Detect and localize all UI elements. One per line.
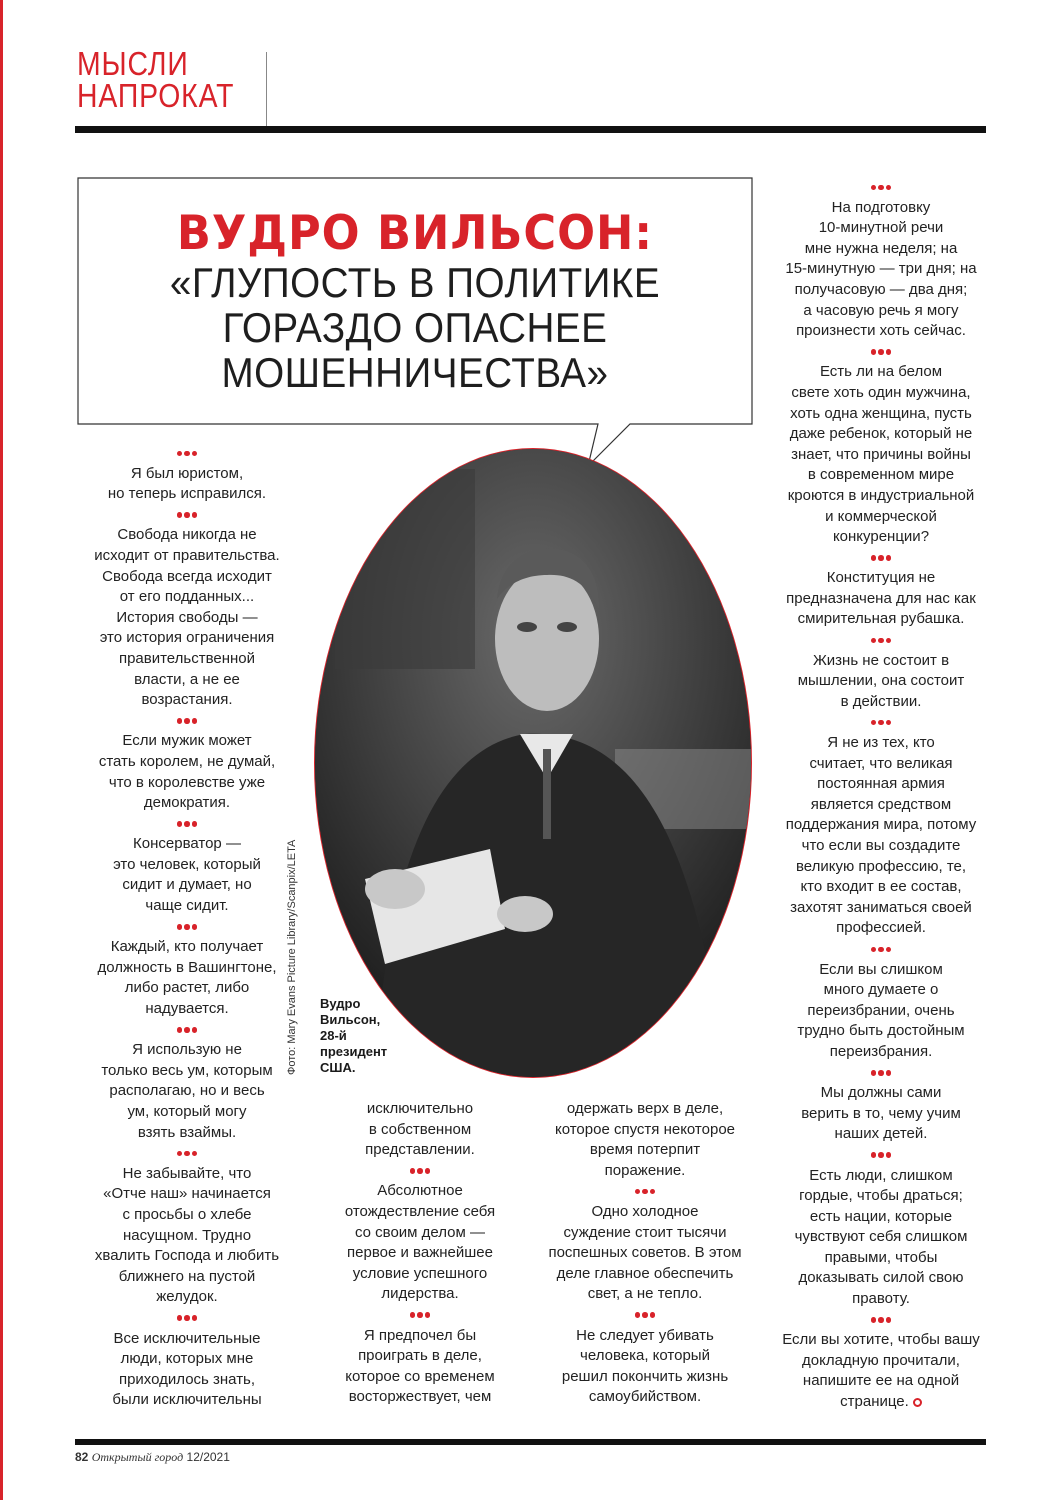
quote-line: Жизнь не состоит в <box>812 651 950 669</box>
quote-line: произнести хоть сейчас. <box>796 322 966 340</box>
quote-line: На подготовку <box>831 198 931 216</box>
separator-dot <box>871 1317 877 1323</box>
quote-line: демократия. <box>143 794 231 812</box>
quote-separator-dots <box>768 939 994 960</box>
separator-dot <box>192 718 198 724</box>
quote <box>320 1181 520 1305</box>
separator-dot <box>886 1317 892 1323</box>
separator-dot <box>878 1152 884 1158</box>
quote-line: возрастания. <box>141 691 233 709</box>
quote-line: 15-минутную — три дня; на <box>785 260 977 278</box>
quote <box>768 568 994 630</box>
separator-dot <box>177 1151 183 1157</box>
separator-dot <box>192 512 198 518</box>
separator-dot <box>871 349 877 355</box>
bottom-rule <box>75 1439 986 1445</box>
separator-dot <box>417 1312 423 1318</box>
quote <box>535 1202 755 1305</box>
quote-line: Я использую не <box>132 1041 242 1059</box>
quote-line: со своим делом — <box>354 1223 486 1241</box>
quote-line: исключительно <box>366 1100 474 1117</box>
quote-line: 10-минутной речи <box>818 219 944 237</box>
headline-quote-line: МОШЕННИЧЕСТВА» <box>221 349 609 396</box>
quote-line: переизбрании, очень <box>807 1001 955 1019</box>
separator-dot <box>886 1152 892 1158</box>
quote-line: трудно быть достойным <box>797 1022 965 1040</box>
quote <box>768 1166 994 1310</box>
quote-separator-dots <box>768 630 994 651</box>
quote <box>78 937 296 1019</box>
quote-line: предназначена для нас как <box>786 589 976 607</box>
quote <box>78 525 296 710</box>
portrait-photo <box>314 448 752 1078</box>
separator-dot <box>184 924 190 930</box>
caption-line: США. <box>320 1060 356 1075</box>
quote-line: должность в Вашингтоне, <box>97 958 277 976</box>
quote-line: Я не из тех, кто <box>827 734 935 752</box>
quote-separator-dots <box>78 443 296 464</box>
quote <box>78 1164 296 1308</box>
quote-line: Свобода никогда не <box>117 526 257 544</box>
magazine-title: Открытый город <box>91 1450 184 1464</box>
quote-line: странице. <box>768 1392 994 1413</box>
separator-dot <box>878 349 884 355</box>
quote-separator-dots <box>78 917 296 938</box>
separator-dot <box>886 1070 892 1076</box>
quote-line: что в королевстве уже <box>108 773 266 791</box>
separator-dot <box>177 1315 183 1321</box>
separator-dot <box>886 555 892 561</box>
separator-dot <box>425 1312 431 1318</box>
quote-line: даже ребенок, который не <box>789 425 973 443</box>
quote-line: Консерватор — <box>133 835 241 853</box>
quote-line: великую профессию, те, <box>795 857 967 875</box>
quote-line: были исключительны <box>112 1391 262 1409</box>
quote-line: докладную прочитали, <box>802 1351 960 1369</box>
quote-line: а часовую речь я могу <box>803 301 959 319</box>
quote-line: Есть люди, слишком <box>809 1166 953 1184</box>
quote-line: поспешных советов. В этом <box>548 1244 742 1262</box>
quote-line: это история ограничения <box>99 629 275 647</box>
quote-line: либо растет, либо <box>124 979 250 997</box>
quote-line: Если вы хотите, чтобы вашу <box>782 1331 980 1349</box>
quote-line: Есть ли на белом <box>819 363 943 381</box>
quote-line: хоть одна женщина, пусть <box>790 404 972 422</box>
quote-line: правыми, чтобы <box>824 1248 938 1266</box>
quote-separator-dots <box>320 1161 520 1182</box>
separator-dot <box>886 349 892 355</box>
quote-line: «Отче наш» начинается <box>103 1185 271 1203</box>
separator-dot <box>192 924 198 930</box>
quote-line: чаще сидит. <box>145 897 229 915</box>
quote-line: получасовую — два дня; <box>794 280 968 298</box>
quote <box>768 960 994 1063</box>
quote <box>768 362 994 547</box>
quote-line: Я был юристом, <box>130 464 244 482</box>
quote <box>320 1099 520 1161</box>
quote-line: смирительная рубашка. <box>797 610 965 628</box>
quote-separator-dots <box>535 1305 755 1326</box>
quote-line: Не забывайте, что <box>122 1164 252 1182</box>
quote-line: переизбрания. <box>829 1042 933 1060</box>
quote-line: захотят заниматься своей <box>790 898 972 916</box>
quotes-column-2 <box>320 1099 520 1408</box>
quote-separator-dots <box>78 1308 296 1329</box>
quote-line: кто входит в ее состав, <box>800 878 962 896</box>
quote-line: хвалить Господа и любить <box>94 1247 280 1265</box>
quote-line: свете хоть один мужчина, <box>791 383 971 401</box>
issue-number: 12/2021 <box>186 1450 230 1464</box>
quotes-column-3 <box>535 1099 755 1408</box>
separator-dot <box>192 451 198 457</box>
separator-dot <box>642 1312 648 1318</box>
separator-dot <box>184 718 190 724</box>
separator-dot <box>410 1312 416 1318</box>
quote-line: ближнего на пустой <box>118 1267 256 1285</box>
quote-line: насущном. Трудно <box>122 1226 252 1244</box>
quote <box>535 1326 755 1408</box>
quotes-column-1 <box>78 443 296 1411</box>
quote-separator-dots <box>78 711 296 732</box>
quote-line: верить в то, чему учим <box>801 1104 961 1122</box>
caption-line: 28-й <box>320 1028 347 1043</box>
page-number: 82 <box>75 1450 89 1464</box>
separator-dot <box>871 1070 877 1076</box>
quote-line: является средством <box>810 795 952 813</box>
quote-line: исходит от правительства. <box>94 546 280 564</box>
quote-separator-dots <box>768 1145 994 1166</box>
quote-separator-dots <box>768 342 994 363</box>
quote-line: и коммерческой <box>825 507 937 525</box>
separator-dot <box>184 512 190 518</box>
quote <box>78 731 296 813</box>
quote-line: стать королем, не думай, <box>98 752 276 770</box>
quote-line: люди, которых мне <box>120 1350 254 1368</box>
separator-dot <box>410 1168 416 1174</box>
quote-line: конкуренции? <box>832 528 930 546</box>
quote-line: суждение стоит тысячи <box>563 1223 727 1241</box>
separator-dot <box>878 555 884 561</box>
quote-line: есть нации, которые <box>809 1207 953 1225</box>
separator-dot <box>177 512 183 518</box>
quote-separator-dots <box>320 1305 520 1326</box>
quote-line: знает, что причины войны <box>791 445 971 463</box>
quote-line: чувствуют себя слишком <box>794 1228 968 1246</box>
separator-dot <box>192 1315 198 1321</box>
quote-line: постоянная армия <box>817 775 945 793</box>
separator-dot <box>886 720 892 726</box>
separator-dot <box>871 638 877 644</box>
quote-line: поражение. <box>604 1161 686 1179</box>
quote-line: Если мужик может <box>122 732 252 750</box>
separator-dot <box>192 1027 198 1033</box>
quote-separator-dots <box>535 1181 755 1202</box>
separator-dot <box>886 947 892 953</box>
quote-line: проиграть в деле, <box>358 1347 482 1365</box>
quote-separator-dots <box>768 1063 994 1084</box>
separator-dot <box>878 185 884 191</box>
separator-dot <box>184 821 190 827</box>
photo-caption <box>320 996 387 1076</box>
caption-line: Вудро <box>320 996 361 1011</box>
quote-line: которое спустя некоторое <box>554 1120 736 1138</box>
separator-dot <box>871 185 877 191</box>
quote-line: правоту. <box>852 1290 910 1308</box>
quote-line: первое и важнейшее <box>347 1244 493 1262</box>
quote-line: в собственном <box>368 1120 472 1138</box>
headline-quote-line: ГОРАЗДО ОПАСНЕЕ <box>222 304 608 351</box>
portrait-illustration <box>315 449 752 1078</box>
quote-line: Абсолютное <box>377 1182 463 1200</box>
quote-line: мне нужна неделя; на <box>804 239 958 257</box>
headline-quote-line: «ГЛУПОСТЬ В ПОЛИТИКЕ <box>169 259 661 306</box>
quote-line: представлении. <box>365 1141 475 1159</box>
quote-line: решил покончить жизнь <box>561 1367 729 1385</box>
headline-name: ВУДРО ВИЛЬСОН: <box>176 206 654 261</box>
quote-line: деле главное обеспечить <box>556 1264 734 1282</box>
quote-line: восторжествует, чем <box>348 1388 492 1406</box>
quote-separator-dots <box>78 505 296 526</box>
quote <box>535 1099 755 1181</box>
quote-line: Конституция не <box>826 569 936 587</box>
quote-separator-dots <box>768 548 994 569</box>
quote-separator-dots <box>78 1143 296 1164</box>
quote-line: много думаете о <box>823 981 939 999</box>
separator-dot <box>177 718 183 724</box>
separator-dot <box>871 555 877 561</box>
separator-dot <box>425 1168 431 1174</box>
quote-line: Я предпочел бы <box>363 1326 477 1344</box>
quote <box>78 1329 296 1411</box>
caption-line: Вильсон, <box>320 1012 381 1027</box>
quote-line: Все исключительные <box>113 1329 261 1347</box>
separator-dot <box>878 947 884 953</box>
quote-line: доказывать силой свою <box>798 1269 964 1287</box>
quote-line: приходилось знать, <box>118 1370 256 1388</box>
quote-line: Одно холодное <box>591 1202 699 1220</box>
separator-dot <box>177 451 183 457</box>
quote-line: считает, что великая <box>809 754 953 772</box>
separator-dot <box>184 1027 190 1033</box>
quote-line: время потерпит <box>589 1141 701 1159</box>
quote-line: одержать верх в деле, <box>566 1100 724 1117</box>
quote <box>78 834 296 916</box>
quote-line: Если вы слишком <box>819 960 943 978</box>
separator-dot <box>192 1151 198 1157</box>
quote-line: желудок. <box>156 1288 218 1306</box>
quote <box>320 1326 520 1408</box>
quote-line: Каждый, кто получает <box>110 938 264 956</box>
quote-separator-dots <box>768 712 994 733</box>
quote-line: это человек, который <box>113 855 261 873</box>
page-footer <box>75 1450 230 1465</box>
quote-line: сидит и думает, но <box>122 876 252 894</box>
separator-dot <box>635 1189 641 1195</box>
quote-line: гордые, чтобы драться; <box>799 1187 963 1205</box>
rubric-line-1: МЫСЛИ <box>77 45 189 82</box>
quote-separator-dots <box>78 1020 296 1041</box>
quote <box>768 651 994 713</box>
quote <box>78 1040 296 1143</box>
separator-dot <box>177 821 183 827</box>
quote <box>768 198 994 342</box>
separator-dot <box>871 720 877 726</box>
photo-credit: Фото: Mary Evans Picture Library/Scanpix/LETA <box>286 839 298 1075</box>
quote-line: человека, который <box>580 1347 710 1365</box>
separator-dot <box>871 1152 877 1158</box>
quote-separator-dots <box>768 1310 994 1331</box>
quote-line: в современном мире <box>807 466 955 484</box>
separator-dot <box>177 1027 183 1033</box>
quote-line: лидерства. <box>381 1285 459 1303</box>
quote-line: взять взаймы. <box>137 1123 237 1141</box>
quote-line: наших детей. <box>834 1125 928 1143</box>
quote-line: напишите ее на одной <box>802 1372 960 1390</box>
quote-line: от его подданных... <box>119 588 255 606</box>
quotes-column-4 <box>768 177 994 1413</box>
separator-dot <box>878 1070 884 1076</box>
separator-dot <box>635 1312 641 1318</box>
quote-line: но теперь исправился. <box>107 485 267 503</box>
separator-dot <box>192 821 198 827</box>
quote-line: правительственной <box>118 649 256 667</box>
quote-separator-dots <box>768 177 994 198</box>
quote-line: только весь ум, которым <box>101 1061 273 1079</box>
quote-line: надувается. <box>145 1000 229 1018</box>
quote-line: профессией. <box>836 919 926 937</box>
quote-line: власти, а не ее <box>134 670 240 688</box>
separator-dot <box>650 1312 656 1318</box>
quote-line: самоубийством. <box>588 1388 702 1406</box>
quote-line: Мы должны сами <box>820 1084 942 1102</box>
separator-dot <box>184 451 190 457</box>
separator-dot <box>878 1317 884 1323</box>
headline <box>80 208 750 395</box>
separator-dot <box>184 1151 190 1157</box>
quote-line: поддержания мира, потому <box>785 816 977 834</box>
separator-dot <box>871 947 877 953</box>
separator-dot <box>642 1189 648 1195</box>
separator-dot <box>184 1315 190 1321</box>
quote <box>768 733 994 939</box>
separator-dot <box>886 638 892 644</box>
quote-line: свет, а не тепло. <box>587 1285 703 1303</box>
article-end-mark-icon <box>913 1398 922 1407</box>
separator-dot <box>417 1168 423 1174</box>
quote-line: кроются в индустриальной <box>787 486 975 504</box>
separator-dot <box>878 638 884 644</box>
separator-dot <box>886 185 892 191</box>
quote-line: условие успешного <box>352 1264 488 1282</box>
separator-dot <box>878 720 884 726</box>
quote-line: мышлении, она состоит <box>797 672 965 690</box>
rubric-line-2: НАПРОКАТ <box>77 77 235 114</box>
quote-line: с просьбы о хлебе <box>122 1205 252 1223</box>
caption-line: президент <box>320 1044 388 1059</box>
quote-line: ум, который могу <box>127 1103 247 1120</box>
quote-line: в действии. <box>840 692 922 710</box>
quote-line: отождествление себя <box>344 1202 496 1220</box>
quote-line: История свободы — <box>116 608 258 626</box>
quote <box>78 464 296 505</box>
separator-dot <box>650 1189 656 1195</box>
quote-line: которое со временем <box>345 1367 495 1385</box>
quote-line: Не следует убивать <box>576 1326 714 1344</box>
quote <box>768 1330 994 1412</box>
separator-dot <box>177 924 183 930</box>
quote-separator-dots <box>78 814 296 835</box>
quote-line: Свобода всегда исходит <box>102 567 272 585</box>
quote <box>768 1083 994 1145</box>
quote-line: что если вы создадите <box>801 837 961 854</box>
quote-line: располагаю, но и весь <box>109 1082 265 1100</box>
